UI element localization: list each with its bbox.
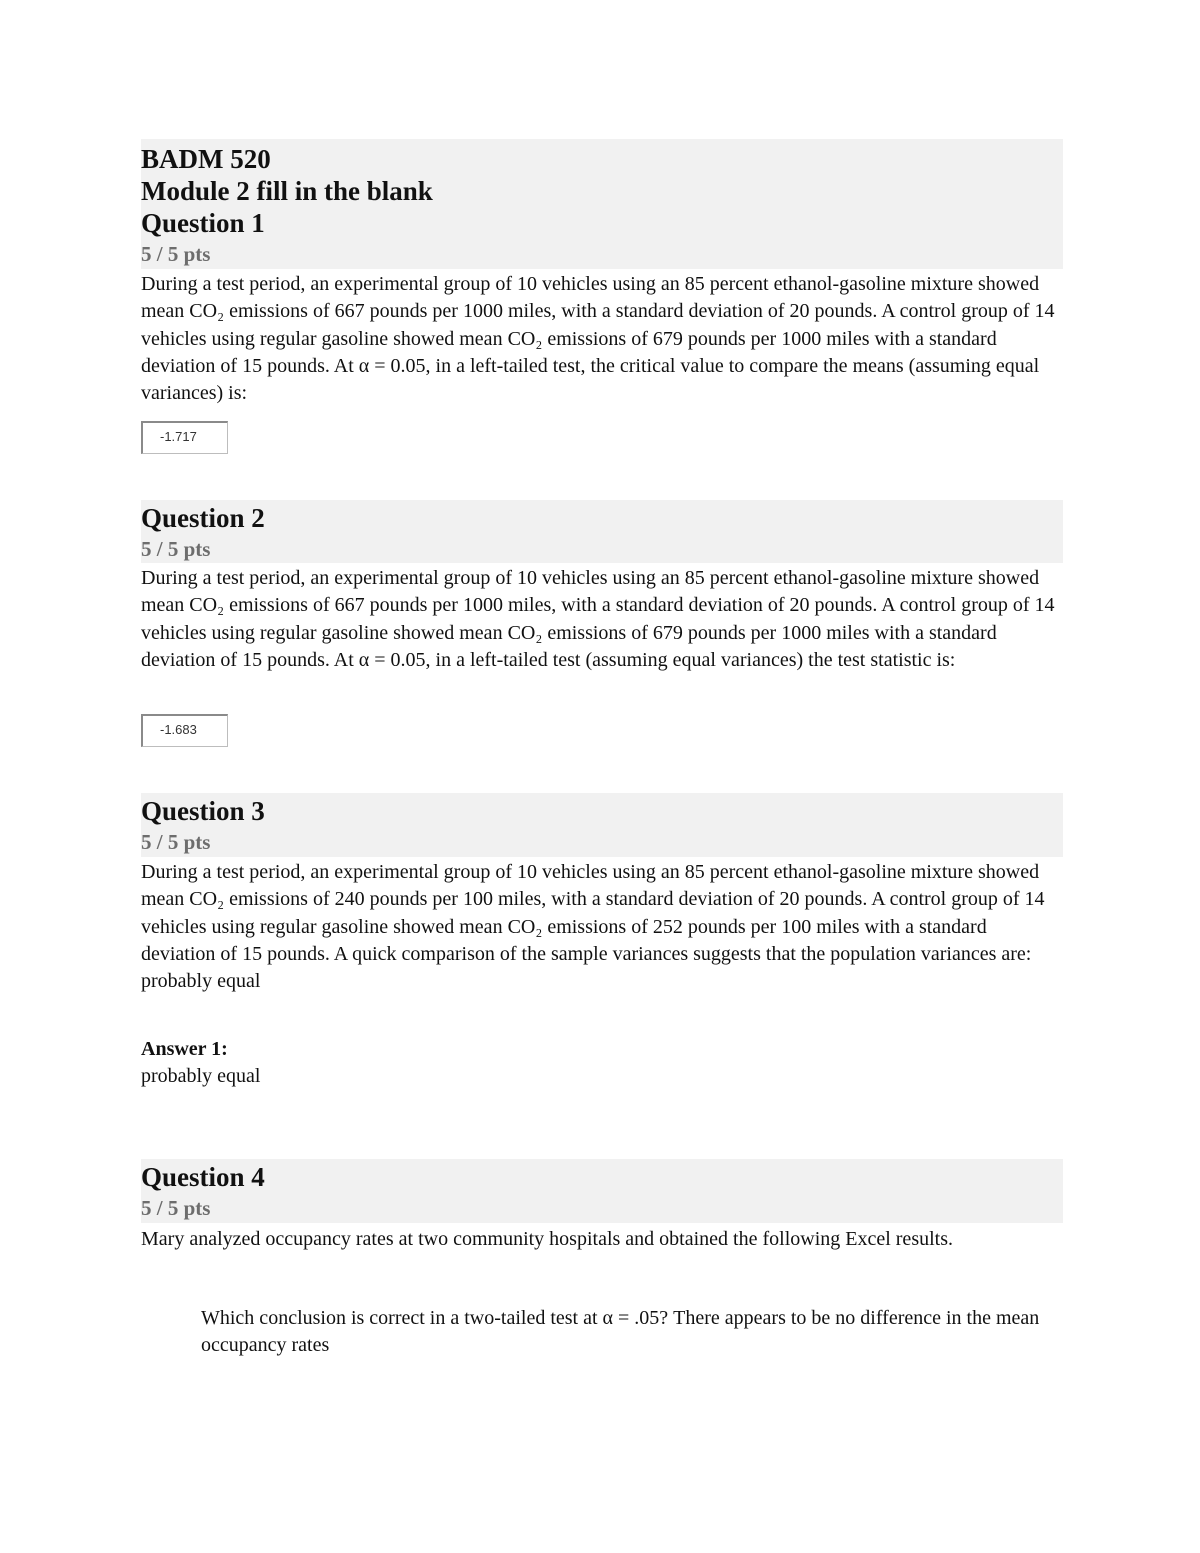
question-2-points: 5 / 5 pts — [141, 537, 211, 561]
question-3-header — [141, 793, 1063, 857]
question-4-header — [141, 1159, 1063, 1223]
question-3-answer — [141, 1036, 1063, 1090]
question-2-text: During a test period, an experimental group of 10 vehicles using an 85 percent ethanol-gasoline mixture showed mean CO₂ emissions of 667 pounds per 1000 miles, with a standard deviation of 20 pounds. A control group of 14 vehicles using regular gasoline showed mean CO₂ emissions of 679 pounds per 1000 miles with a standard deviation of 15 pounds. At α = 0.05, in a left-tailed test (assuming equal variances) the test statistic is: — [141, 567, 1055, 671]
question-2-answer-value: -1.683 — [160, 722, 197, 737]
question-4-points: 5 / 5 pts — [141, 1196, 211, 1220]
question-1-answer-field[interactable] — [141, 421, 228, 454]
module-title: Module 2 fill in the blank — [141, 176, 433, 206]
question-4-followup-text: Which conclusion is correct in a two-tailed test at α = .05? There appears to be no difference in the mean occupancy rates — [201, 1307, 1040, 1357]
course-title: BADM 520 — [141, 144, 271, 174]
question-3-answer-label: Answer 1: — [141, 1038, 228, 1060]
question-4-title: Question 4 — [141, 1162, 265, 1192]
question-1-title: Question 1 — [141, 208, 265, 238]
question-2-answer-field[interactable] — [141, 714, 228, 747]
question-2-title: Question 2 — [141, 503, 265, 533]
question-1-text: During a test period, an experimental group of 10 vehicles using an 85 percent ethanol-gasoline mixture showed mean CO₂ emissions of 667 pounds per 1000 miles, with a standard deviation of 20 pounds. A control group of 14 vehicles using regular gasoline showed mean CO₂ emissions of 679 pounds per 1000 miles with a standard deviation of 15 pounds. At α = 0.05, in a left-tailed test, the critical value to compare the means (assuming equal variances) is: — [141, 273, 1055, 405]
question-3-text: During a test period, an experimental group of 10 vehicles using an 85 percent ethanol-gasoline mixture showed mean CO₂ emissions of 240 pounds per 100 miles, with a standard deviation of 20 pounds. A control group of 14 vehicles using regular gasoline showed mean CO₂ emissions of 252 pounds per 100 miles with a standard deviation of 15 pounds. A quick comparison of the sample variances suggests that the population variances are: probably equal — [141, 861, 1045, 993]
question-1-header — [141, 139, 1063, 269]
question-4-body — [141, 1226, 1063, 1253]
question-1-points: 5 / 5 pts — [141, 242, 211, 266]
question-4-followup — [141, 1305, 1063, 1360]
question-3-points: 5 / 5 pts — [141, 830, 211, 854]
question-2-body — [141, 565, 1063, 674]
question-3-body — [141, 859, 1063, 995]
question-1-body — [141, 271, 1063, 407]
question-2-header — [141, 500, 1063, 563]
question-1-answer-value: -1.717 — [160, 429, 197, 444]
question-3-answer-value: probably equal — [141, 1065, 261, 1087]
question-4-text: Mary analyzed occupancy rates at two community hospitals and obtained the following Excel results. — [141, 1228, 953, 1250]
question-3-title: Question 3 — [141, 796, 265, 826]
